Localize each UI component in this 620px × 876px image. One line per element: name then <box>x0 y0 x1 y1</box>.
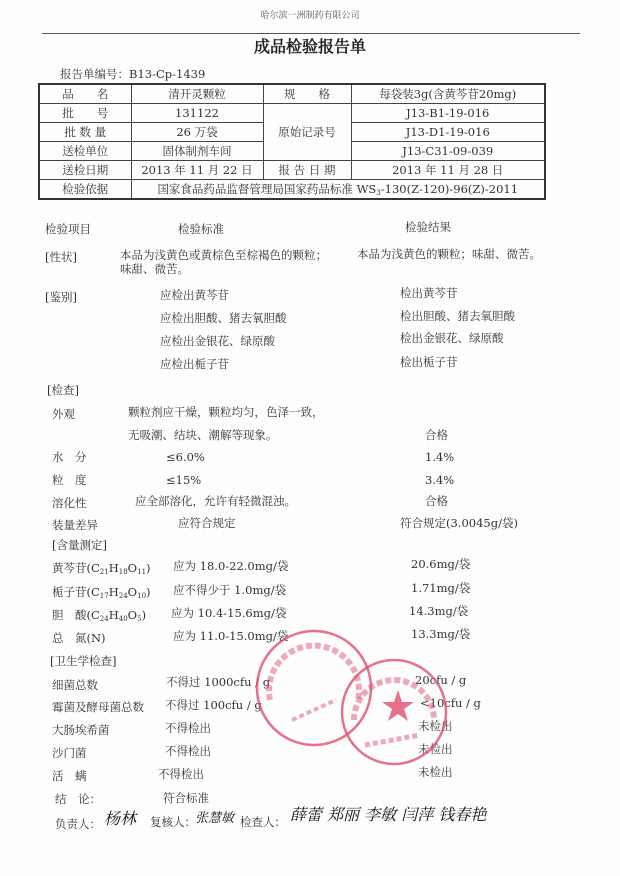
result-text: 20cfu / g <box>415 673 467 687</box>
standard-text: 不得过 1000cfu / g <box>166 675 271 689</box>
section-label: [鉴别] <box>45 290 77 304</box>
standard-text: 应为 18.0-22.0mg/袋 <box>173 559 289 573</box>
result-text: 未检出 <box>418 719 453 733</box>
label: 批 数 量 <box>39 123 131 142</box>
result-text: 符合规定(3.0045g/袋) <box>400 516 518 530</box>
standard-text: 应不得少于 1.0mg/袋 <box>173 583 287 597</box>
responsible-signature: 杨林 <box>104 809 137 828</box>
item-text: 栀子苷$(C_{17}H_{24}O_{10})$ <box>52 585 151 600</box>
standard-text: 应全部溶化，允许有轻微混浊。 <box>135 494 296 508</box>
record-number: J13-D1-19-016 <box>351 123 545 142</box>
result-text: 未检出 <box>418 742 453 756</box>
column-header-item: 检验项目 <box>45 222 91 236</box>
column-header-result: 检验结果 <box>405 220 451 234</box>
standard-text: ≤15% <box>166 473 202 487</box>
section-label: [卫生学检查] <box>50 654 117 668</box>
standard-text: 应为 11.0-15.0mg/袋 <box>173 629 289 643</box>
report-title: 成品检验报告单 <box>253 37 366 56</box>
inspector-signatures: 薛蕾 郑丽 李敏 闫萍 钱春艳 <box>290 805 487 824</box>
result-text: <10cfu / g <box>420 696 481 710</box>
result-text: 检出金银花、绿原酸 <box>400 331 504 345</box>
label: 送检日期 <box>39 161 131 180</box>
item-text: 溶化性 <box>52 496 87 510</box>
item-text: 大肠埃希菌 <box>52 723 110 737</box>
item-text: 霉菌及酵母菌总数 <box>52 700 144 714</box>
record-number: J13-C31-09-039 <box>351 142 545 161</box>
item-text: 细菌总数 <box>52 678 98 692</box>
spec: 每袋装3g(含黄芩苷20mg) <box>351 84 545 104</box>
standard-text: 应检出胆酸、猪去氧胆酸 <box>160 311 287 325</box>
label: 原始记录号 <box>263 104 351 161</box>
standard-text: 应检出黄芩苷 <box>160 288 229 302</box>
result-text: 检出栀子苷 <box>400 355 458 369</box>
label: 检验依据 <box>39 180 131 200</box>
standard-text: 本品为浅黄色或黄棕色至棕褐色的颗粒； <box>120 248 327 262</box>
standard-text: 应符合规定 <box>178 516 236 530</box>
label: 送检单位 <box>39 142 131 161</box>
section-label: [性状] <box>45 250 77 264</box>
result-text: 3.4% <box>425 473 455 487</box>
label: 规 格 <box>263 84 351 104</box>
item-text: 活 螨 <box>52 769 87 783</box>
standard-text: 不得检出 <box>158 767 204 781</box>
company-stamp-left <box>257 631 371 745</box>
responsible-label: 负责人： <box>55 817 101 831</box>
standard-text: 味甜、微苦。 <box>120 262 189 276</box>
section-label: [含量测定] <box>52 538 107 552</box>
conclusion-label: 结 论： <box>55 792 101 806</box>
reviewer-signature: 张慧敏 <box>195 811 235 826</box>
reviewer-label: 复核人： <box>150 815 196 829</box>
inspection-basis: 国家食品药品监督管理局国家药品标准 $WS_3-130(Z-120)-96(Z)-2011$ <box>131 180 545 200</box>
standard-text: 不得检出 <box>165 721 211 735</box>
item-text: 水 分 <box>52 450 87 464</box>
result-text: 检出黄芩苷 <box>400 286 458 300</box>
result-text: 检出胆酸、猪去氧胆酸 <box>400 309 515 323</box>
item-text: 总 氮(N) <box>52 631 106 645</box>
sent-date: 2013 年 11 月 22 日 <box>131 161 263 180</box>
standard-text: 颗粒剂应干燥，颗粒均匀，色泽一致， <box>128 405 324 419</box>
result-text: 1.71mg/袋 <box>411 581 471 595</box>
standard-text: 无吸潮、结块、潮解等现象。 <box>128 428 278 442</box>
result-text: 本品为浅黄色的颗粒；味甜、微苦。 <box>357 247 541 261</box>
result-text: 未检出 <box>418 765 453 779</box>
section-label: [检查] <box>47 383 79 397</box>
item-text: 黄芩苷$(C_{21}H_{18}O_{11})$ <box>52 561 151 576</box>
product-name: 清开灵颗粒 <box>131 84 263 104</box>
standard-text: 应检出金银花、绿原酸 <box>160 334 275 348</box>
item-text: 装量差异 <box>52 518 98 532</box>
inspector-label: 检查人： <box>240 815 286 829</box>
item-text: 外观 <box>52 407 75 421</box>
standard-text: 应为 10.4-15.6mg/袋 <box>171 606 287 620</box>
record-number: J13-B1-19-016 <box>351 104 545 123</box>
standard-text: 不得过 100cfu / g <box>165 698 262 712</box>
standard-text: 不得检出 <box>165 744 211 758</box>
company-name: 哈尔滨一洲制药有限公司 <box>260 11 360 21</box>
conclusion-value: 符合标准 <box>163 791 209 805</box>
column-header-standard: 检验标准 <box>178 222 224 236</box>
submitting-unit: 固体制剂车间 <box>131 142 263 161</box>
report-date: 2013 年 11 月 28 日 <box>351 161 545 180</box>
report-number-label: 报告单编号： <box>60 67 129 81</box>
result-text: 合格 <box>425 428 448 442</box>
report-number-value: B13-Cp-1439 <box>129 67 206 81</box>
batch-number: 131122 <box>131 104 263 123</box>
result-text: 20.6mg/袋 <box>411 557 471 571</box>
result-text: 1.4% <box>425 450 455 464</box>
label: 批 号 <box>39 104 131 123</box>
item-text: 沙门菌 <box>52 746 87 760</box>
company-stamp-right <box>342 660 446 764</box>
item-text: 胆 酸$(C_{24}H_{40}O_5)$ <box>52 608 147 623</box>
star-icon <box>382 690 414 721</box>
standard-text: 应检出栀子苷 <box>160 357 229 371</box>
standard-text: ≤6.0% <box>166 450 205 464</box>
label: 品 名 <box>39 84 131 104</box>
result-text: 13.3mg/袋 <box>411 627 471 641</box>
label: 报 告 日 期 <box>263 161 351 180</box>
item-text: 粒 度 <box>52 473 87 487</box>
result-text: 14.3mg/袋 <box>409 604 469 618</box>
result-text: 合格 <box>425 494 448 508</box>
batch-quantity: 26 万袋 <box>131 123 263 142</box>
